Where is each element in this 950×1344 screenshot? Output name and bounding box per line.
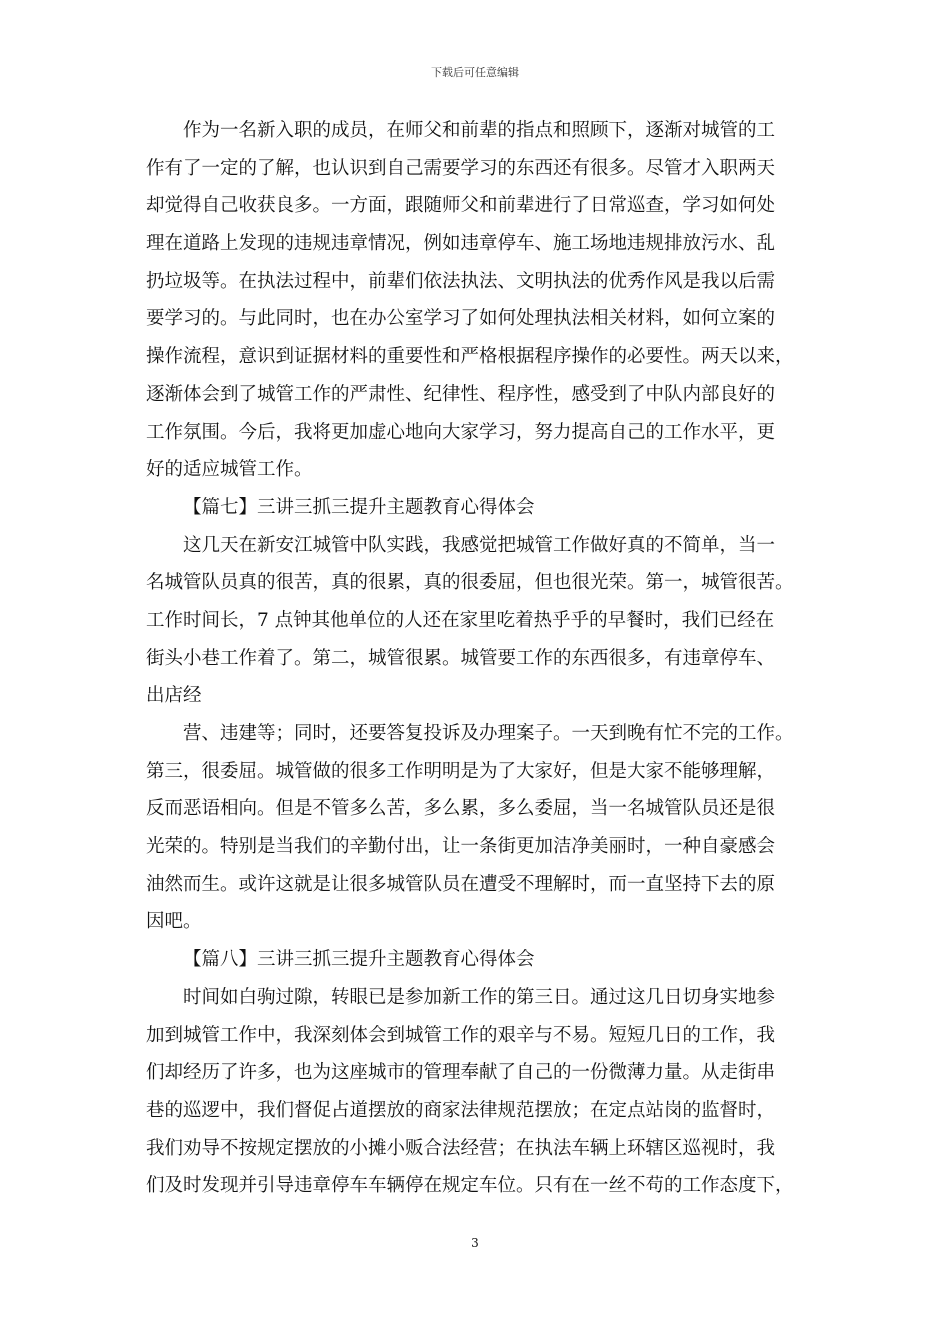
paragraph-line: 时间如白驹过隙，转眼已是参加新工作的第三日。通过这几日切身实地参 — [183, 986, 776, 1008]
paragraph-line: 反而恶语相向。但是不管多么苦，多么累，多么委屈，当一名城管队员还是很 — [146, 798, 776, 820]
section-heading: 【篇八】三讲三抓三提升主题教育心得体会 — [183, 949, 535, 971]
paragraph-line: 们及时发现并引导违章停车车辆停在规定车位。只有在一丝不苟的工作态度下， — [146, 1175, 794, 1197]
paragraph-line: 这几天在新安江城管中队实践，我感觉把城管工作做好真的不简单，当一 — [183, 534, 776, 556]
paragraph-line: 要学习的。与此同时，也在办公室学习了如何处理执法相关材料，如何立案的 — [146, 308, 776, 330]
paragraph-line: 好的适应城管工作。 — [146, 459, 313, 481]
paragraph-line: 因吧。 — [146, 911, 202, 933]
paragraph-line: 光荣的。特别是当我们的辛勤付出，让一条街更加洁净美丽时，一种自豪感会 — [146, 836, 776, 858]
paragraph-line: 出店经 — [146, 685, 202, 707]
paragraph-line: 逐渐体会到了城管工作的严肃性、纪律性、程序性，感受到了中队内部良好的 — [146, 383, 776, 405]
paragraph-line: 营、违建等；同时，还要答复投诉及办理案子。一天到晚有忙不完的工作。 — [183, 723, 794, 744]
page-header: 下载后可任意编辑 — [431, 66, 519, 79]
section-heading: 【篇七】三讲三抓三提升主题教育心得体会 — [183, 496, 535, 518]
document-body — [146, 112, 820, 1205]
paragraph-line: 油然而生。或许这就是让很多城管队员在遭受不理解时，而一直坚持下去的原 — [146, 873, 776, 895]
paragraph-line: 名城管队员真的很苦，真的很累，真的很委屈，但也很光荣。第一，城管很苦。 — [146, 572, 794, 594]
paragraph-line: 操作流程，意识到证据材料的重要性和严格根据程序操作的必要性。两天以来， — [146, 346, 794, 368]
paragraph-line: 第三，很委屈。城管做的很多工作明明是为了大家好，但是大家不能够理解， — [146, 760, 776, 782]
paragraph-line: 我们劝导不按规定摆放的小摊小贩合法经营；在执法车辆上环辖区巡视时，我 — [146, 1137, 776, 1159]
paragraph-line: 作有了一定的了解，也认识到自己需要学习的东西还有很多。尽管才入职两天 — [146, 157, 776, 179]
paragraph-line: 工作氛围。今后，我将更加虚心地向大家学习，努力提高自己的工作水平，更 — [146, 421, 776, 443]
paragraph-line: 理在道路上发现的违规违章情况，例如违章停车、施工场地违规排放污水、乱 — [146, 233, 776, 255]
paragraph-line: 作为一名新入职的成员，在师父和前辈的指点和照顾下，逐渐对城管的工 — [183, 120, 776, 141]
paragraph-line: 工作时间长，7 点钟其他单位的人还在家里吃着热乎乎的早餐时，我们已经在 — [146, 609, 775, 631]
page-number: 3 — [471, 1236, 479, 1250]
paragraph-line: 扔垃圾等。在执法过程中，前辈们依法执法、文明执法的优秀作风是我以后需 — [146, 270, 776, 292]
paragraph-line: 街头小巷工作着了。第二，城管很累。城管要工作的东西很多，有违章停车、 — [146, 647, 776, 669]
paragraph-line: 加到城管工作中，我深刻体会到城管工作的艰辛与不易。短短几日的工作，我 — [146, 1024, 776, 1046]
paragraph-line: 巷的巡逻中，我们督促占道摆放的商家法律规范摆放；在定点站岗的监督时， — [146, 1099, 776, 1121]
paragraph-line: 们却经历了许多，也为这座城市的管理奉献了自己的一份微薄力量。从走街串 — [146, 1062, 776, 1084]
paragraph-line: 却觉得自己收获良多。一方面，跟随师父和前辈进行了日常巡查，学习如何处 — [146, 195, 776, 217]
